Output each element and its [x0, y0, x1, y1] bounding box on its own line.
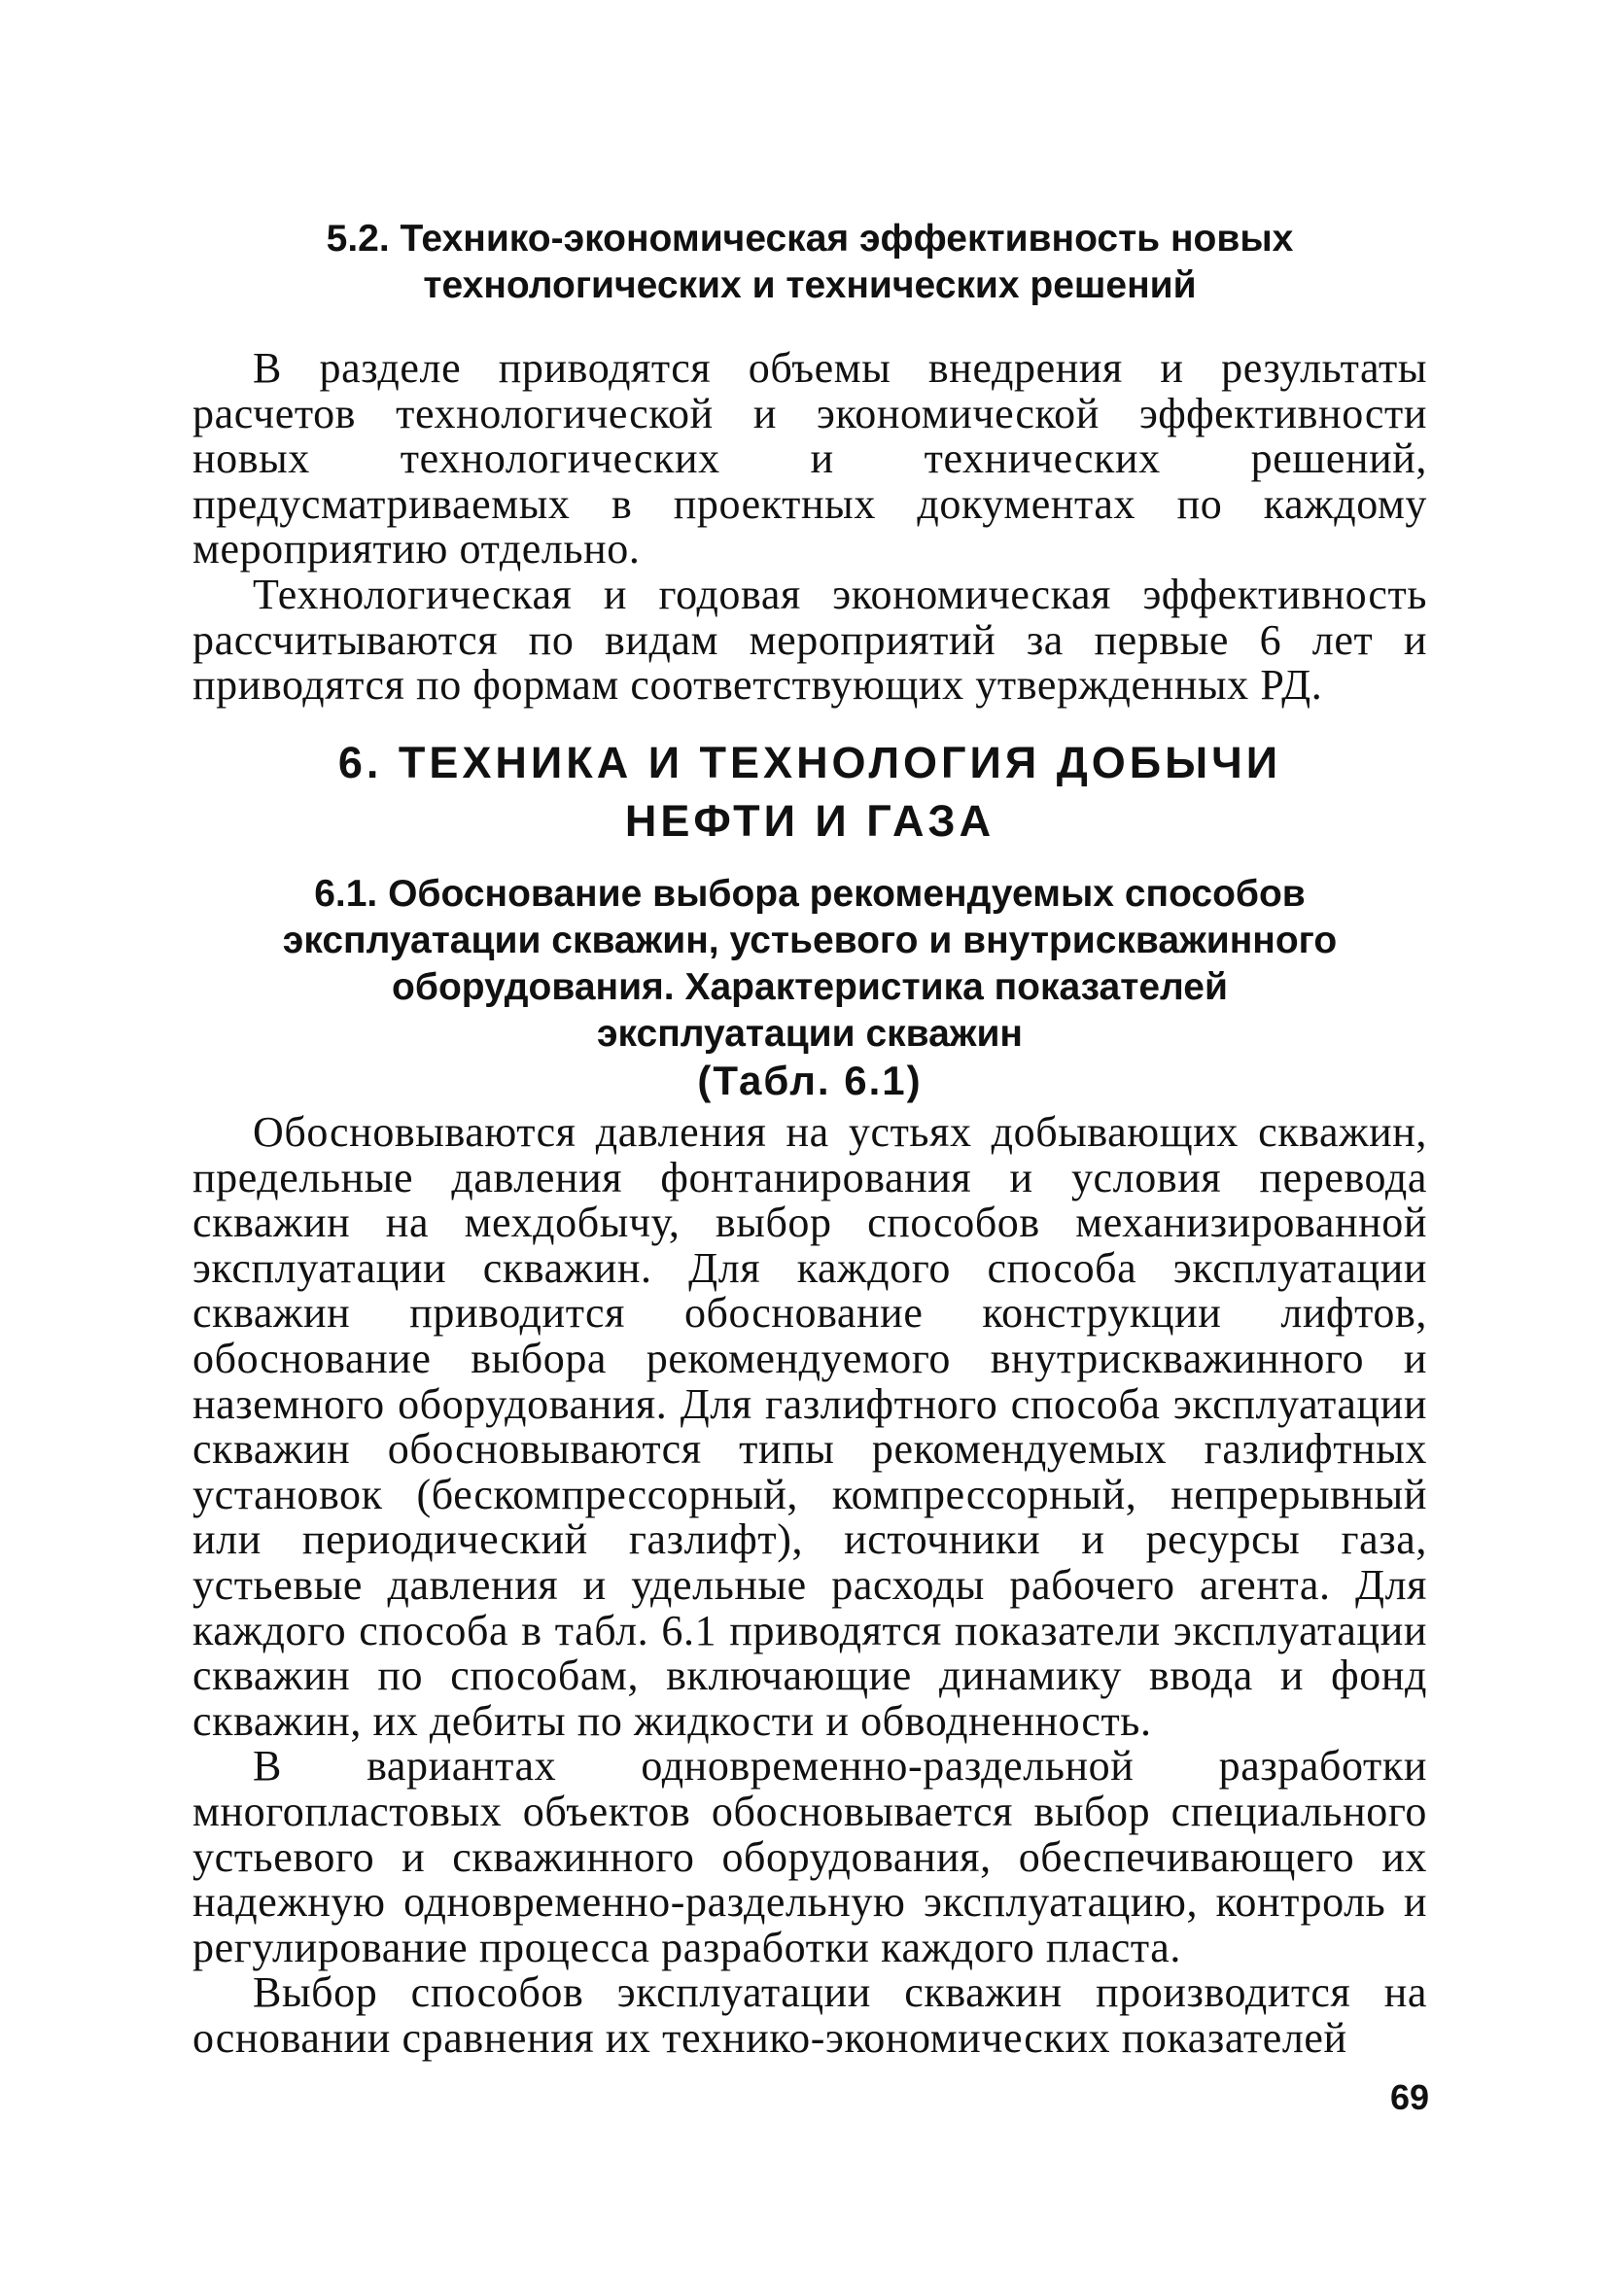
- heading-line: эксплуатации скважин, устьевого и внутрискважинного: [282, 920, 1338, 961]
- section-6-1-body: [192, 1110, 1427, 2061]
- paragraph: Выбор способов эксплуатации скважин производится на основании сравнения их технико-экономических показателей: [192, 1968, 1427, 2062]
- heading-line: оборудования. Характеристика показателей: [392, 966, 1228, 1008]
- section-5-2-body: [192, 346, 1427, 709]
- page-number: 69: [1389, 2077, 1429, 2117]
- heading-line: 6.1. Обоснование выбора рекомендуемых способов: [314, 873, 1306, 915]
- heading-line: НЕФТИ И ГАЗА: [624, 796, 996, 846]
- chapter-6-heading: [192, 734, 1427, 851]
- heading-line: 6. ТЕХНИКА И ТЕХНОЛОГИЯ ДОБЫЧИ: [337, 738, 1282, 787]
- heading-line: 5.2. Технико-экономическая эффективность новых: [326, 218, 1294, 260]
- section-5-2-heading: [192, 216, 1427, 309]
- paragraph: Технологическая и годовая экономическая эффективность рассчитываются по видам мероприятий за первые 6 лет и приводятся по формам соответствующих утвержденных РД.: [192, 570, 1427, 710]
- paragraph: Обосновываются давления на устьях добывающих скважин, предельные давления фонтанирования и условия перевода скважин на мехдобычу, выбор способов механизированной эксплуатации скважин. Для каждого способа эксплуатации скважин приводится обоснование конструкции лифтов, обоснование выбора рекомендуемого внутрискважинного и наземного оборудования. Для газлифтного способа эксплуатации скважин обосновываются типы рекомендуемых газлифтных установок (бескомпрессорный, компрессорный, непрерывный или периодический газлифт), источники и ресурсы газа, устьевые давления и удельные расходы рабочего агента. Для каждого способа в табл. 6.1 приводятся показатели эксплуатации скважин по способам, включающие динамику ввода и фонд скважин, их дебиты по жидкости и обводненность.: [192, 1108, 1427, 1745]
- heading-line: эксплуатации скважин: [596, 1013, 1023, 1055]
- heading-line: технологических и технических решений: [423, 264, 1197, 306]
- section-6-1-heading: [192, 871, 1427, 1104]
- paragraph: В вариантах одновременно-раздельной разработки многопластовых объектов обосновывается выбор специального устьевого и скважинного оборудования, обеспечивающего их надежную одновременно-раздельную эксплуатацию, контроль и регулирование процесса разработки каждого пласта.: [192, 1742, 1427, 1971]
- paragraph: В разделе приводятся объемы внедрения и результаты расчетов технологической и экономической эффективности новых технологических и технических решений, предусматриваемых в проектных документах по каждому мероприятию отдельно.: [192, 344, 1427, 574]
- heading-line: (Табл. 6.1): [697, 1058, 923, 1103]
